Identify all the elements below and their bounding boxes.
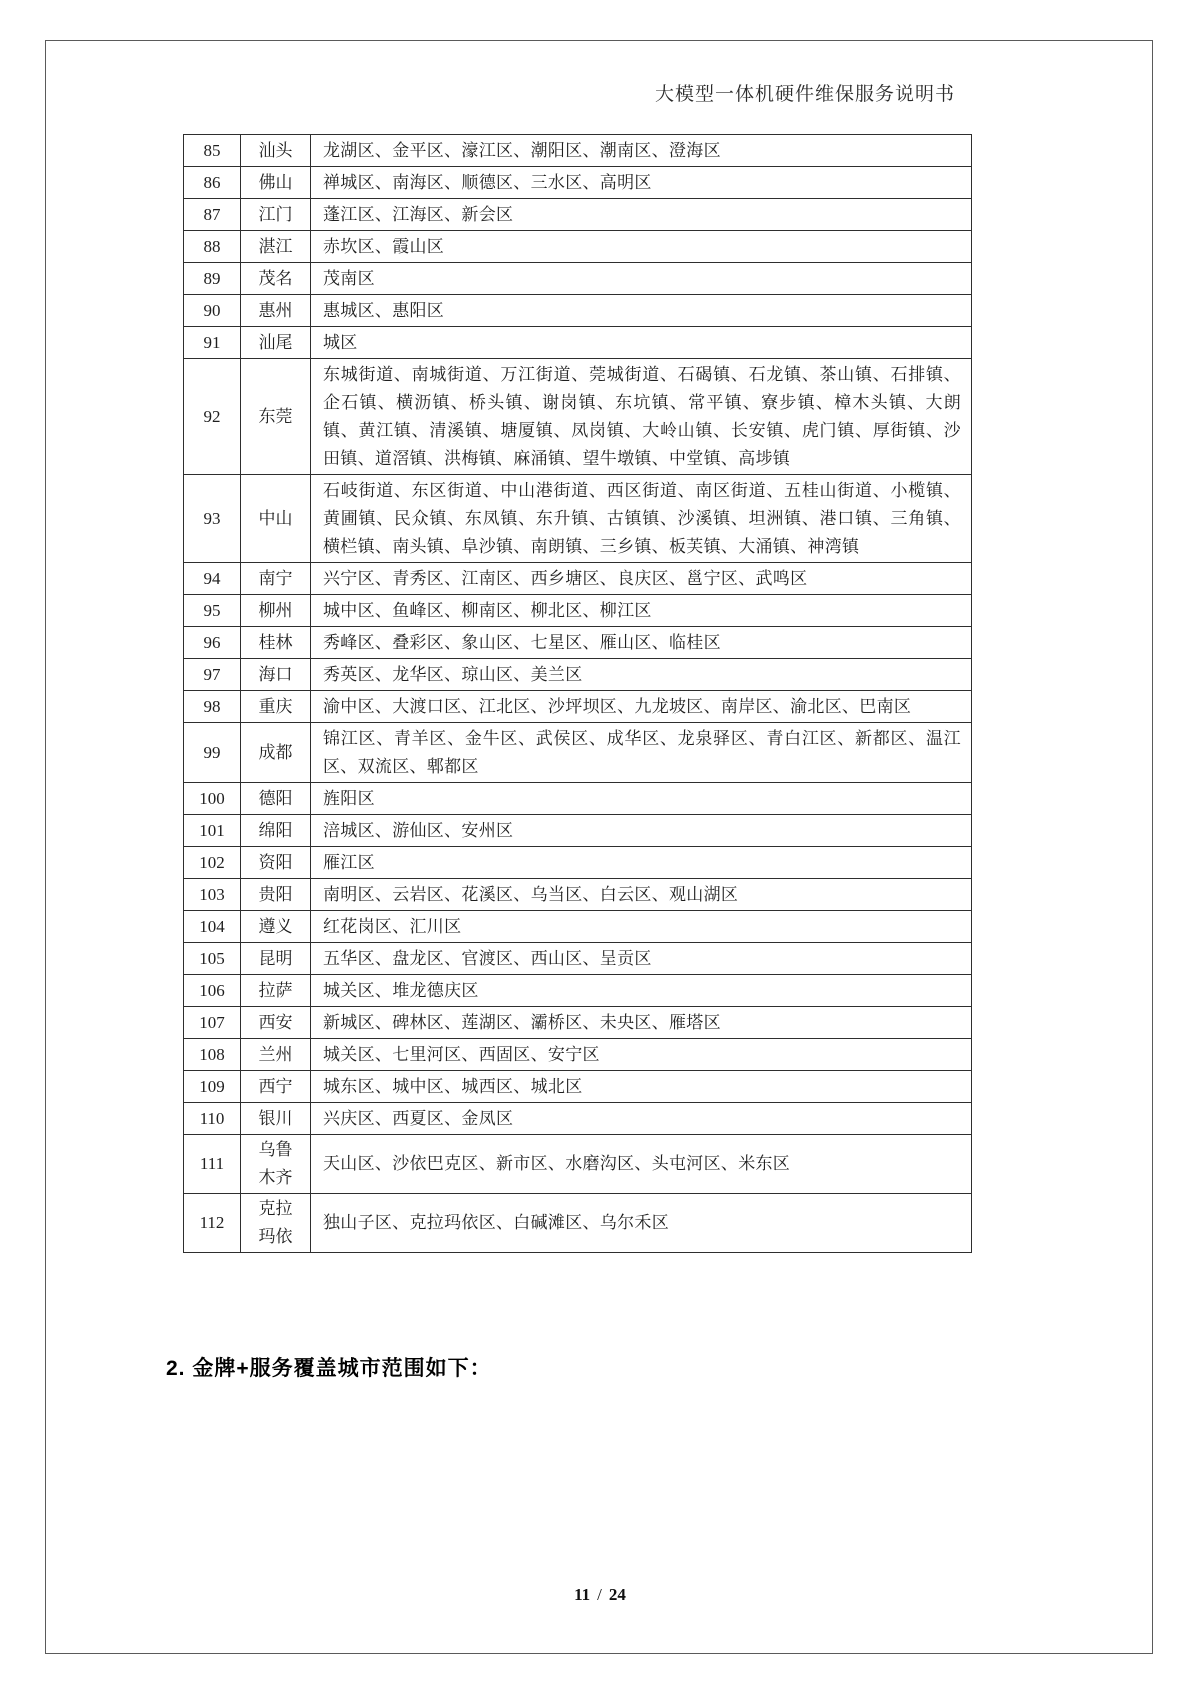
table-row: [184, 167, 972, 199]
row-city-cell: 湛江: [241, 231, 311, 263]
table-row: [184, 659, 972, 691]
row-city-cell: 重庆: [241, 691, 311, 723]
row-districts-cell: 禅城区、南海区、顺德区、三水区、高明区: [311, 167, 972, 199]
row-city-cell: 拉萨: [241, 975, 311, 1007]
row-number-cell: 92: [184, 359, 241, 475]
row-number-cell: 100: [184, 783, 241, 815]
table-row: [184, 691, 972, 723]
row-districts-cell: 兴庆区、西夏区、金凤区: [311, 1103, 972, 1135]
row-city-cell: 西安: [241, 1007, 311, 1039]
row-districts-cell: 新城区、碑林区、莲湖区、灞桥区、未央区、雁塔区: [311, 1007, 972, 1039]
row-districts-cell: 秀峰区、叠彩区、象山区、七星区、雁山区、临桂区: [311, 627, 972, 659]
row-districts-cell: 东城街道、南城街道、万江街道、莞城街道、石碣镇、石龙镇、茶山镇、石排镇、企石镇、横沥镇、桥头镇、谢岗镇、东坑镇、常平镇、寮步镇、樟木头镇、大朗镇、黄江镇、清溪镇、塘厦镇、凤岗镇、大岭山镇、长安镇、虎门镇、厚街镇、沙田镇、道滘镇、洪梅镇、麻涌镇、望牛墩镇、中堂镇、高埗镇: [311, 359, 972, 475]
row-districts-cell: 城关区、堆龙德庆区: [311, 975, 972, 1007]
table-row: [184, 1103, 972, 1135]
table-row: [184, 563, 972, 595]
row-number-cell: 94: [184, 563, 241, 595]
row-city-cell: 银川: [241, 1103, 311, 1135]
row-districts-cell: 石岐街道、东区街道、中山港街道、西区街道、南区街道、五桂山街道、小榄镇、黄圃镇、民众镇、东凤镇、东升镇、古镇镇、沙溪镇、坦洲镇、港口镇、三角镇、横栏镇、南头镇、阜沙镇、南朗镇、三乡镇、板芙镇、大涌镇、神湾镇: [311, 475, 972, 563]
row-number-cell: 105: [184, 943, 241, 975]
table-row: [184, 475, 972, 563]
current-page-number: 11: [574, 1585, 591, 1604]
total-page-count: 24: [608, 1585, 626, 1604]
row-number-cell: 110: [184, 1103, 241, 1135]
row-city-cell: 德阳: [241, 783, 311, 815]
page-number-separator: /: [597, 1585, 602, 1604]
table-row: [184, 975, 972, 1007]
table-row: [184, 263, 972, 295]
row-number-cell: 107: [184, 1007, 241, 1039]
row-city-cell: 桂林: [241, 627, 311, 659]
row-city-cell: 贵阳: [241, 879, 311, 911]
city-coverage-table: [183, 134, 972, 1253]
row-city-cell: 惠州: [241, 295, 311, 327]
table-row: [184, 879, 972, 911]
table-row: [184, 595, 972, 627]
table-row: [184, 783, 972, 815]
table-row: [184, 295, 972, 327]
table-row: [184, 1071, 972, 1103]
row-city-cell: 茂名: [241, 263, 311, 295]
row-districts-cell: 龙湖区、金平区、濠江区、潮阳区、潮南区、澄海区: [311, 135, 972, 167]
row-number-cell: 87: [184, 199, 241, 231]
row-districts-cell: 五华区、盘龙区、官渡区、西山区、呈贡区: [311, 943, 972, 975]
row-districts-cell: 旌阳区: [311, 783, 972, 815]
row-city-cell: 江门: [241, 199, 311, 231]
row-districts-cell: 蓬江区、江海区、新会区: [311, 199, 972, 231]
row-number-cell: 88: [184, 231, 241, 263]
row-city-cell: 东莞: [241, 359, 311, 475]
row-districts-cell: 茂南区: [311, 263, 972, 295]
row-number-cell: 99: [184, 723, 241, 783]
row-number-cell: 101: [184, 815, 241, 847]
table-row: [184, 327, 972, 359]
table-row: [184, 943, 972, 975]
row-city-cell: 克拉玛依: [241, 1194, 311, 1253]
row-districts-cell: 城东区、城中区、城西区、城北区: [311, 1071, 972, 1103]
row-number-cell: 106: [184, 975, 241, 1007]
row-city-cell: 南宁: [241, 563, 311, 595]
row-city-cell: 佛山: [241, 167, 311, 199]
row-districts-cell: 独山子区、克拉玛依区、白碱滩区、乌尔禾区: [311, 1194, 972, 1253]
row-number-cell: 97: [184, 659, 241, 691]
row-city-cell: 资阳: [241, 847, 311, 879]
row-number-cell: 103: [184, 879, 241, 911]
row-number-cell: 98: [184, 691, 241, 723]
table-row: [184, 1135, 972, 1194]
table-row: [184, 231, 972, 263]
row-city-cell: 中山: [241, 475, 311, 563]
row-districts-cell: 惠城区、惠阳区: [311, 295, 972, 327]
row-number-cell: 96: [184, 627, 241, 659]
row-districts-cell: 红花岗区、汇川区: [311, 911, 972, 943]
table-row: [184, 911, 972, 943]
row-districts-cell: 赤坎区、霞山区: [311, 231, 972, 263]
table-row: [184, 135, 972, 167]
row-city-cell: 兰州: [241, 1039, 311, 1071]
row-districts-cell: 渝中区、大渡口区、江北区、沙坪坝区、九龙坡区、南岸区、渝北区、巴南区: [311, 691, 972, 723]
row-city-cell: 汕头: [241, 135, 311, 167]
row-districts-cell: 雁江区: [311, 847, 972, 879]
row-city-cell: 成都: [241, 723, 311, 783]
row-districts-cell: 兴宁区、青秀区、江南区、西乡塘区、良庆区、邕宁区、武鸣区: [311, 563, 972, 595]
row-districts-cell: 涪城区、游仙区、安州区: [311, 815, 972, 847]
row-districts-cell: 城中区、鱼峰区、柳南区、柳北区、柳江区: [311, 595, 972, 627]
row-number-cell: 95: [184, 595, 241, 627]
table-row: [184, 815, 972, 847]
row-number-cell: 104: [184, 911, 241, 943]
page-number: [0, 1585, 1200, 1605]
row-city-cell: 汕尾: [241, 327, 311, 359]
table-row: [184, 199, 972, 231]
table-row: [184, 627, 972, 659]
row-number-cell: 93: [184, 475, 241, 563]
table-row: [184, 1039, 972, 1071]
row-city-cell: 遵义: [241, 911, 311, 943]
row-number-cell: 86: [184, 167, 241, 199]
row-districts-cell: 秀英区、龙华区、琼山区、美兰区: [311, 659, 972, 691]
table-row: [184, 723, 972, 783]
row-number-cell: 102: [184, 847, 241, 879]
section-heading-gold-plus-coverage: 2. 金牌+服务覆盖城市范围如下：: [166, 1357, 492, 1380]
row-number-cell: 89: [184, 263, 241, 295]
row-districts-cell: 锦江区、青羊区、金牛区、武侯区、成华区、龙泉驿区、青白江区、新都区、温江区、双流区、郫都区: [311, 723, 972, 783]
row-city-cell: 乌鲁木齐: [241, 1135, 311, 1194]
row-districts-cell: 城关区、七里河区、西固区、安宁区: [311, 1039, 972, 1071]
row-city-cell: 昆明: [241, 943, 311, 975]
table-row: [184, 1194, 972, 1253]
row-number-cell: 85: [184, 135, 241, 167]
row-number-cell: 111: [184, 1135, 241, 1194]
table-row: [184, 359, 972, 475]
row-districts-cell: 南明区、云岩区、花溪区、乌当区、白云区、观山湖区: [311, 879, 972, 911]
row-districts-cell: 城区: [311, 327, 972, 359]
row-number-cell: 90: [184, 295, 241, 327]
row-number-cell: 108: [184, 1039, 241, 1071]
row-city-cell: 绵阳: [241, 815, 311, 847]
document-header-title: 大模型一体机硬件维保服务说明书: [654, 84, 955, 105]
row-districts-cell: 天山区、沙依巴克区、新市区、水磨沟区、头屯河区、米东区: [311, 1135, 972, 1194]
table-row: [184, 1007, 972, 1039]
row-city-cell: 西宁: [241, 1071, 311, 1103]
row-city-cell: 柳州: [241, 595, 311, 627]
table-row: [184, 847, 972, 879]
city-coverage-table-body: [184, 135, 972, 1253]
row-number-cell: 91: [184, 327, 241, 359]
row-city-cell: 海口: [241, 659, 311, 691]
row-number-cell: 109: [184, 1071, 241, 1103]
row-number-cell: 112: [184, 1194, 241, 1253]
